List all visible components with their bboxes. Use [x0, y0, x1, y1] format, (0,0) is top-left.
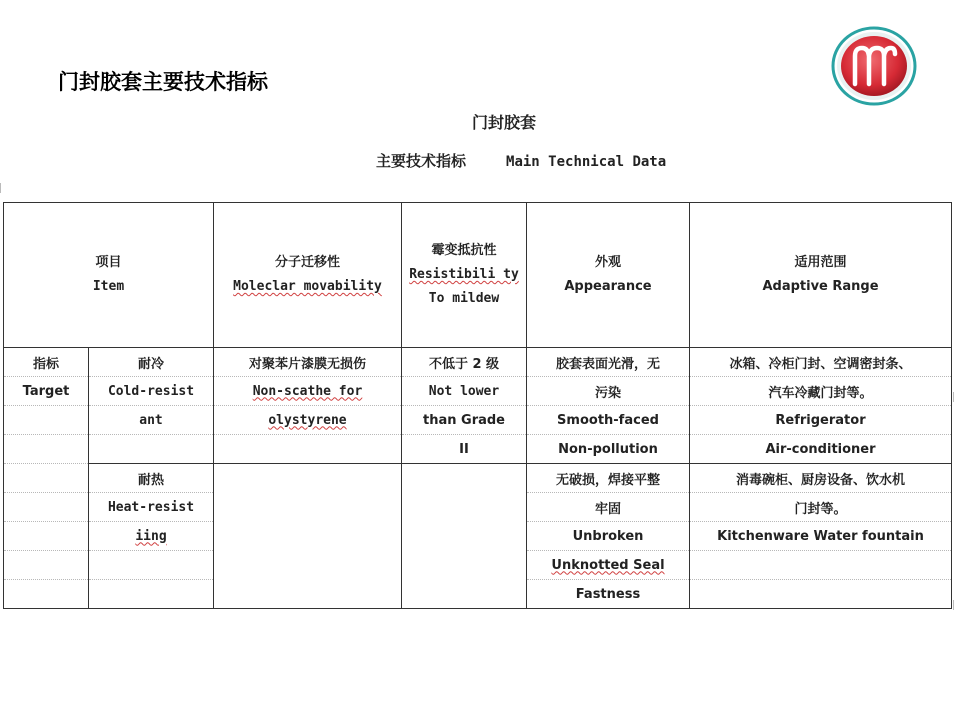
- header-range: 适用范围 Adaptive Range: [690, 203, 952, 348]
- heat-appearance: 牢固: [527, 493, 690, 522]
- cold-appearance: Non-pollution: [527, 435, 690, 464]
- heat-range: 门封等。: [690, 493, 952, 522]
- cold-migration: olystyrene: [214, 406, 402, 435]
- cold-range: Refrigerator: [690, 406, 952, 435]
- heat-range: Kitchenware Water fountain: [690, 522, 952, 551]
- slide-title: 门封胶套主要技术指标: [58, 70, 268, 94]
- table-row: [4, 406, 952, 435]
- cold-label: [89, 435, 214, 464]
- cold-appearance: 胶套表面光滑，无: [527, 348, 690, 377]
- cold-range: 汽车冷藏门封等。: [690, 377, 952, 406]
- cold-range: 冰箱、冷柜门封、空调密封条、: [690, 348, 952, 377]
- heat-label: [89, 551, 214, 580]
- cold-label: ant: [89, 406, 214, 435]
- cold-mildew: 不低于 2 级: [402, 348, 527, 377]
- target-en: Target: [4, 377, 89, 406]
- cold-migration: [214, 435, 402, 464]
- header-migration: 分子迁移性 Moleclar movability: [214, 203, 402, 348]
- heat-range: [690, 580, 952, 609]
- cold-range: Air-conditioner: [690, 435, 952, 464]
- heat-label: iing: [89, 522, 214, 551]
- corner-mark: [953, 600, 957, 610]
- subtitle-chinese: 主要技术指标: [376, 152, 467, 170]
- cold-migration: 对聚苯片漆膜无损伤: [214, 348, 402, 377]
- document-subtitle: [376, 150, 666, 171]
- cold-appearance: 污染: [527, 377, 690, 406]
- table-row: [4, 348, 952, 377]
- heat-range: [690, 551, 952, 580]
- target-cn: 指标: [4, 348, 89, 377]
- technical-data-table: [3, 202, 952, 609]
- header-item: 项目 Item: [4, 203, 214, 348]
- table-row: [4, 464, 952, 493]
- cold-migration: Non-scathe for: [214, 377, 402, 406]
- corner-mark: [953, 392, 957, 402]
- heat-label: [89, 580, 214, 609]
- heat-label: Heat-resist: [89, 493, 214, 522]
- heat-appearance: Unknotted Seal: [527, 551, 690, 580]
- cold-label: Cold-resist: [89, 377, 214, 406]
- heat-appearance: Unbroken: [527, 522, 690, 551]
- cold-mildew: II: [402, 435, 527, 464]
- cold-appearance: Smooth-faced: [527, 406, 690, 435]
- heat-migration-empty: [214, 464, 402, 609]
- table-row: [4, 435, 952, 464]
- subtitle-english: Main Technical Data: [506, 154, 667, 170]
- cold-label: 耐冷: [89, 348, 214, 377]
- company-logo: [831, 26, 917, 106]
- cold-mildew: than Grade: [402, 406, 527, 435]
- table-header-row: [4, 203, 952, 348]
- heat-appearance: 无破损，焊接平整: [527, 464, 690, 493]
- header-appearance: 外观 Appearance: [527, 203, 690, 348]
- cold-mildew: Not lower: [402, 377, 527, 406]
- heat-label: 耐热: [89, 464, 214, 493]
- heat-appearance: Fastness: [527, 580, 690, 609]
- document-title: 门封胶套: [471, 113, 536, 132]
- header-mildew: 霉变抵抗性 Resistibili ty To mildew: [402, 203, 527, 348]
- heat-range: 消毒碗柜、厨房设备、饮水机: [690, 464, 952, 493]
- heat-mildew-empty: [402, 464, 527, 609]
- corner-mark: [0, 183, 4, 193]
- table-row: [4, 377, 952, 406]
